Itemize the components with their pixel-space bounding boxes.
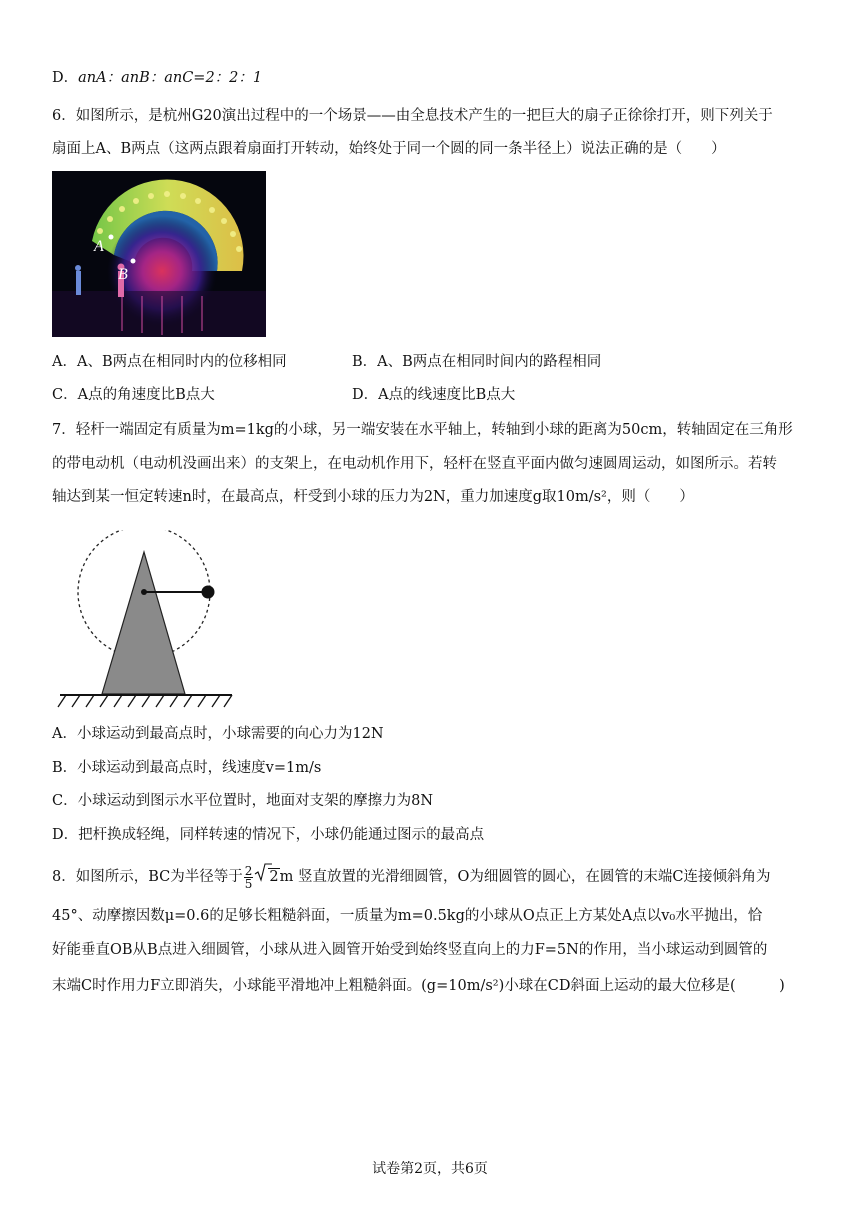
q6-stem-line-2: 扇面上A、B两点（这两点跟着扇面打开转动，始终处于同一个圆的同一条半径上）说法正确的是（ ） xyxy=(52,141,726,157)
option-prefix: D． xyxy=(52,70,79,86)
point-b-label: B xyxy=(118,266,128,283)
rotating-rod-diagram xyxy=(52,530,242,712)
q8-stem-line-1 xyxy=(52,862,770,892)
q8-stem-prefix: 8．如图所示，BC为半径等于 xyxy=(52,869,243,885)
fan-photo-image xyxy=(52,171,266,337)
point-a-marker xyxy=(109,235,114,240)
q6-option-c: C．A点的角速度比B点大 xyxy=(52,387,215,403)
point-a-label: A xyxy=(94,238,104,255)
q7-option-a: A．小球运动到最高点时，小球需要的向心力为12N xyxy=(52,726,384,742)
q6-option-d: D．A点的线速度比B点大 xyxy=(352,387,516,403)
ground-hatching xyxy=(58,695,232,707)
pivot-axis xyxy=(141,589,147,595)
page-footer: 试卷第2页，共6页 xyxy=(372,1161,488,1177)
q8-stem-line-3: 好能垂直OB从B点进入细圆管，小球从进入圆管开始受到始终竖直向上的力F=5N的作用，当小球运动到圆管的 xyxy=(52,942,768,958)
q7-stem-line-3: 轴达到某一恒定转速n时，在最高点，杆受到小球的压力为2N，重力加速度g取10m/s²，则（ ） xyxy=(52,489,694,505)
q7-stem-line-2: 的带电动机（电动机没画出来）的支架上，在电动机作用下，轻杆在竖直平面内做匀速圆周运动，如图所示。若转 xyxy=(52,456,777,472)
q8-stem-line-2: 45°、动摩擦因数μ=0.6的足够长粗糙斜面，一质量为m=0.5kg的小球从O点正上方某处A点以v₀水平抛出，恰 xyxy=(52,908,763,924)
q8-stem-suffix: m 竖直放置的光滑细圆管，O为细圆管的圆心，在圆管的末端C连接倾斜角为 xyxy=(279,869,771,885)
q6-option-a: A．A、B两点在相同时内的位移相同 xyxy=(52,354,287,370)
q7-option-b: B．小球运动到最高点时，线速度v=1m/s xyxy=(52,760,322,776)
q6-stem-line-1: 6．如图所示，是杭州G20演出过程中的一个场景——由全息技术产生的一把巨大的扇子正徐徐打开，则下列关于 xyxy=(52,108,773,124)
triangle-support xyxy=(102,552,185,694)
point-b-marker xyxy=(131,259,136,264)
radius-fraction xyxy=(244,865,254,890)
fan-photo xyxy=(52,171,266,337)
q8-stem-line-4: 末端C时作用力F立即消失，小球能平滑地冲上粗糙斜面。(g=10m/s²)小球在CD斜面上运动的最大位移是( ) xyxy=(52,978,785,994)
rod-diagram-svg xyxy=(52,530,242,712)
q5-option-d xyxy=(52,68,262,88)
fraction-denominator: 5 xyxy=(244,876,253,891)
q6-option-b: B．A、B两点在相同时间内的路程相同 xyxy=(352,354,602,370)
fraction-numerator: 2 xyxy=(244,863,253,878)
q7-stem-line-1: 7．轻杆一端固定有质量为m=1kg的小球，另一端安装在水平轴上，转轴到小球的距离为50cm，转轴固定在三角形 xyxy=(52,422,793,438)
q7-option-c: C．小球运动到图示水平位置时，地面对支架的摩擦力为8N xyxy=(52,793,434,809)
option-text: anA：anB：anC=2：2：1 xyxy=(78,70,263,86)
sqrt-argument: 2 xyxy=(269,869,279,885)
small-ball xyxy=(202,586,215,599)
q7-option-d: D．把杆换成轻绳，同样转速的情况下，小球仍能通过图示的最高点 xyxy=(52,827,485,843)
